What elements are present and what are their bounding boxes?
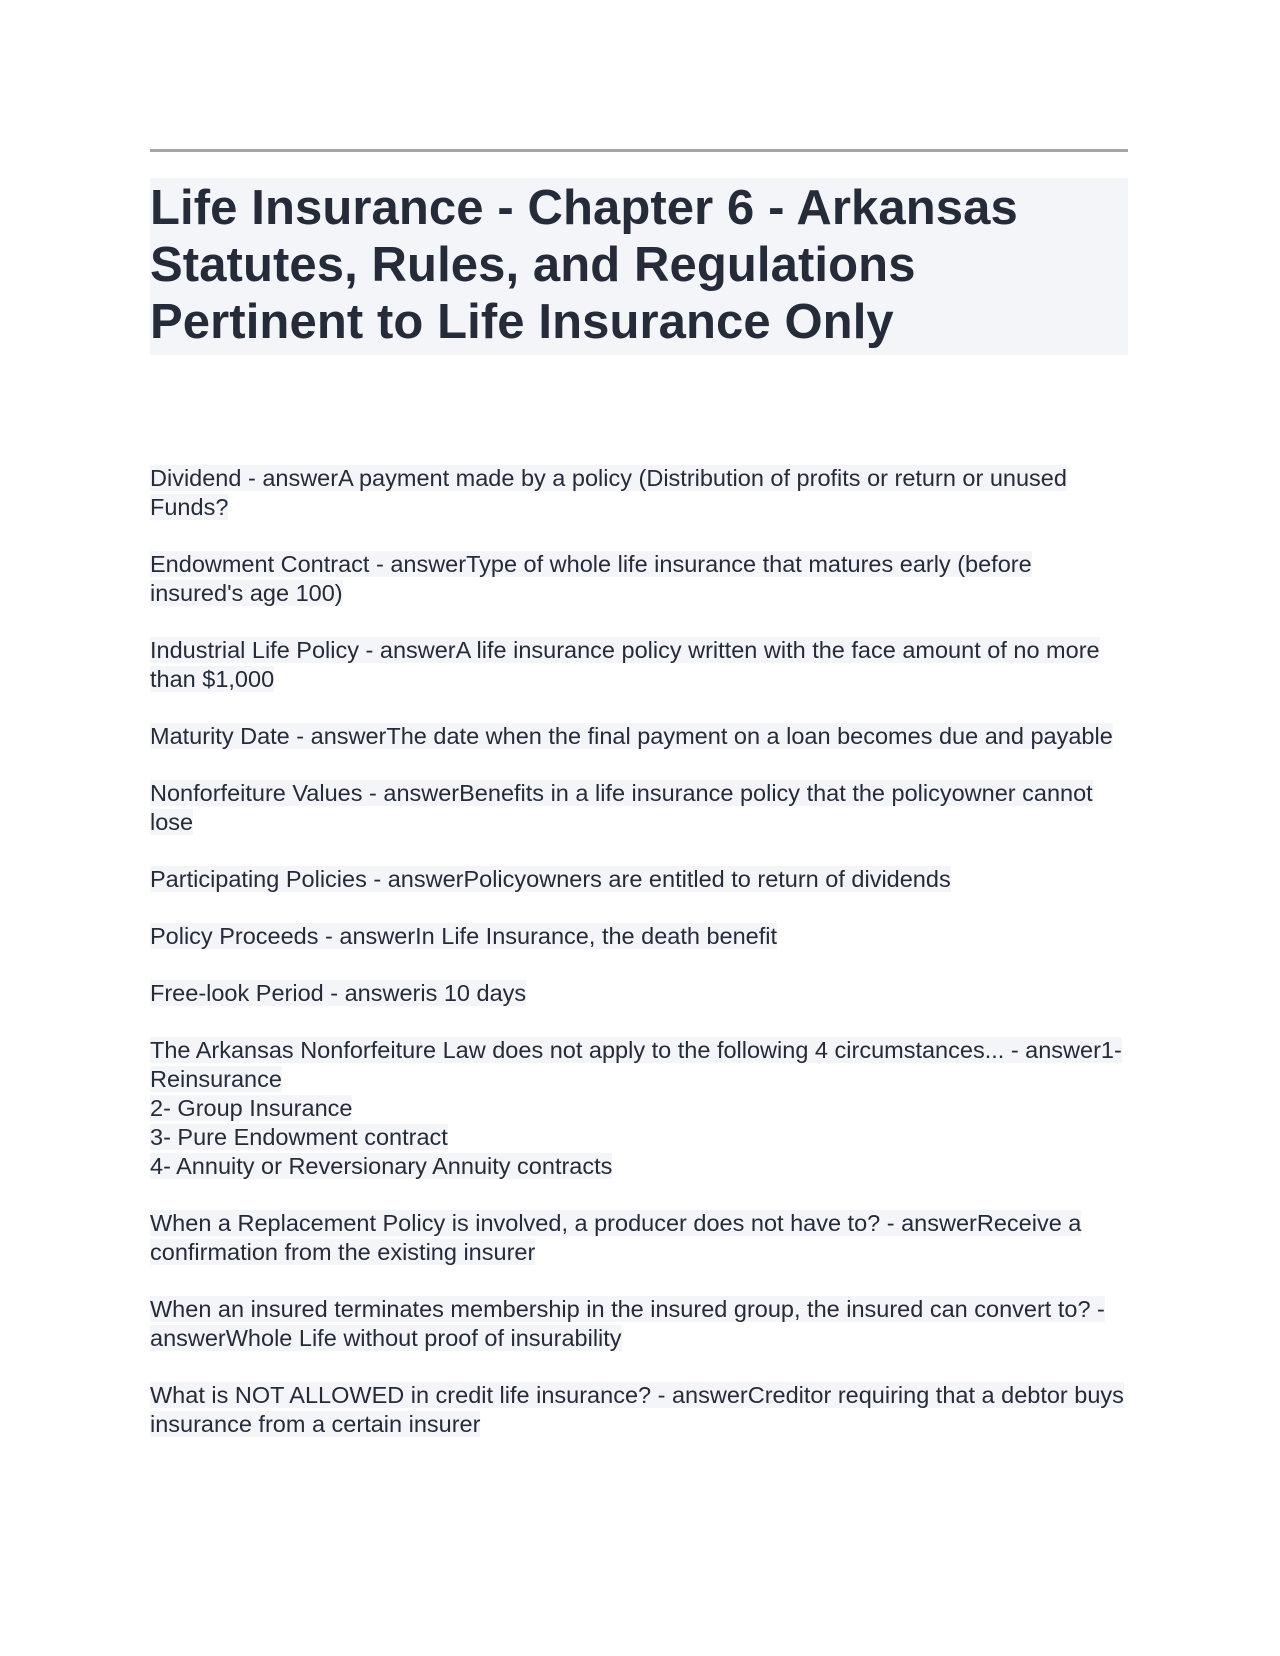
flashcard-entry (150, 1209, 1128, 1267)
flashcard-entry (150, 865, 1128, 894)
flashcard-entry (150, 779, 1128, 837)
flashcard-text: Endowment Contract - answerType of whole life insurance that matures early (before insured's age 100) (150, 551, 1032, 606)
document-title: Life Insurance - Chapter 6 - Arkansas Statutes, Rules, and Regulations Pertinent to Life Insurance Only (150, 181, 1018, 349)
flashcard-entry (150, 722, 1128, 751)
flashcard-entry (150, 636, 1128, 694)
flashcard-entry (150, 922, 1128, 951)
title-block (150, 178, 1128, 355)
flashcard-entry (150, 979, 1128, 1008)
flashcard-entry (150, 1036, 1128, 1181)
flashcard-text: Maturity Date - answerThe date when the final payment on a loan becomes due and payable (150, 723, 1113, 749)
flashcard-text: The Arkansas Nonforfeiture Law does not apply to the following 4 circumstances... - answer1- Reinsurance 2- Group Insurance 3- Pure Endowment contract 4- Annuity or Reversionary Annuity contracts (150, 1037, 1122, 1179)
flashcard-text: Policy Proceeds - answerIn Life Insurance, the death benefit (150, 923, 778, 949)
flashcard-text: When an insured terminates membership in the insured group, the insured can convert to? - answerWhole Life without proof of insurability (150, 1296, 1105, 1351)
flashcard-text: When a Replacement Policy is involved, a producer does not have to? - answerReceive a confirmation from the existing insurer (150, 1210, 1082, 1265)
flashcard-entry (150, 1381, 1128, 1439)
horizontal-rule (150, 149, 1128, 152)
flashcard-entry (150, 550, 1128, 608)
flashcard-text: Dividend - answerA payment made by a policy (Distribution of profits or return or unused Funds? (150, 465, 1067, 520)
flashcard-text: What is NOT ALLOWED in credit life insurance? - answerCreditor requiring that a debtor buys insurance from a certain insurer (150, 1382, 1124, 1437)
flashcard-entry (150, 1295, 1128, 1353)
flashcard-list (150, 464, 1128, 1467)
flashcard-text: Free-look Period - answeris 10 days (150, 980, 527, 1006)
flashcard-entry (150, 464, 1128, 522)
flashcard-text: Nonforfeiture Values - answerBenefits in a life insurance policy that the policyowner cannot lose (150, 780, 1093, 835)
flashcard-text: Participating Policies - answerPolicyowners are entitled to return of dividends (150, 866, 951, 892)
flashcard-text: Industrial Life Policy - answerA life insurance policy written with the face amount of no more than $1,000 (150, 637, 1100, 692)
